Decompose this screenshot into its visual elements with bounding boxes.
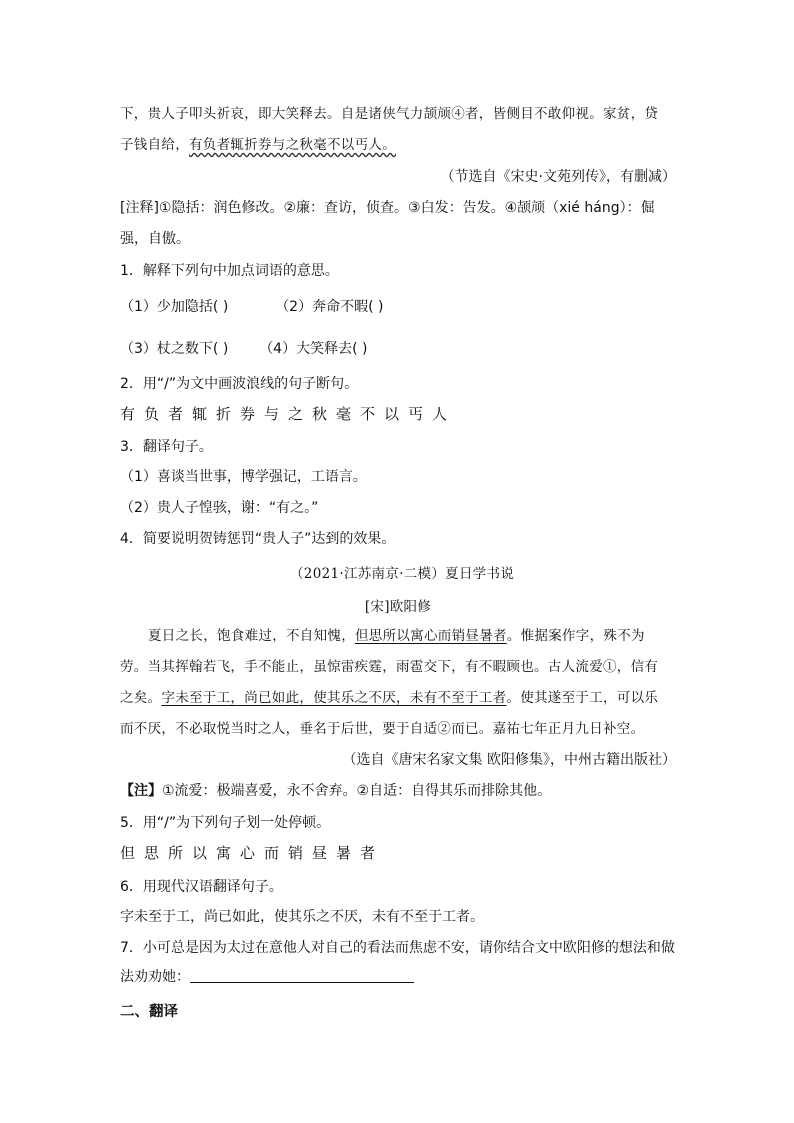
question6-sentence: 字未至于工，尚已如此，使其乐之不厌，未有不至于工者。 xyxy=(120,909,484,925)
question1-row1 xyxy=(120,296,676,316)
passage1-source: （节选自《宋史·文苑列传》，有删减） xyxy=(440,169,676,185)
question7-line2 xyxy=(120,966,676,986)
question1-item4: （4）大笑释去( ) xyxy=(259,341,368,357)
question1-row2 xyxy=(120,338,676,358)
passage2-line4: 而不厌，不必取悦当时之人，垂名于后世，要于自适②而已。嘉祐七年正月九日补空。 xyxy=(120,721,645,737)
question7-line1: 7．小可总是因为太过在意他人对自己的看法而焦虑不安，请你结合文中欧阳修的想法和做 xyxy=(120,940,675,956)
question1-item3: （3）杖之数下( ) xyxy=(120,341,229,357)
question2-stem: 2．用“/”为文中画波浪线的句子断句。 xyxy=(120,376,359,392)
underlined-sentence-1: 但思所以寓心而销昼暑者 xyxy=(355,628,507,644)
question2-sentence: 有负者辄折券与之秋毫不以丐人 xyxy=(120,405,457,423)
question5-sentence: 但思所以寓心而销昼暑者 xyxy=(120,844,385,862)
passage1-line2 xyxy=(120,133,676,153)
question1-item1: （1）少加隐括( ) xyxy=(120,299,229,315)
question6-stem: 6．用现代汉语翻译句子。 xyxy=(120,879,283,895)
question7-prompt: 法劝劝她： xyxy=(120,969,190,985)
question3-item2: （2）贵人子惶骇，谢：“有之。” xyxy=(120,500,319,516)
note-text: ①流爱：极端喜爱，永不舍弃。②自适：自得其乐而排除其他。 xyxy=(162,783,552,799)
passage2-note xyxy=(120,780,676,800)
passage2-line1 xyxy=(148,624,676,644)
answer-blank[interactable] xyxy=(190,981,414,983)
question1-item2: （2）奔命不暇( ) xyxy=(275,299,384,315)
passage2-line1-start: 夏日之长，饱食难过，不自知愧， xyxy=(148,628,355,644)
passage1-note-line2: 强，自傲。 xyxy=(120,231,190,247)
question4-stem: 4．简要说明贺铸惩罚“贵人子”达到的效果。 xyxy=(120,531,396,547)
note-label: 【注】 xyxy=(120,783,162,799)
passage2-header: （2021·江苏南京·二模）夏日学书说 xyxy=(290,566,515,582)
question3-item1: （1）喜谈当世事，博学强记，工语言。 xyxy=(120,469,367,485)
question1-stem: 1．解释下列句中加点词语的意思。 xyxy=(120,263,339,279)
passage2-line3 xyxy=(120,686,676,706)
passage2-line1-end: 。惟据案作字，殊不为 xyxy=(506,628,645,644)
passage2-source: （选自《唐宋名家文集 欧阳修集》，中州古籍出版社） xyxy=(342,752,676,768)
passage1-line1: 下，贵人子叩头祈哀，即大笑释去。自是诸侠气力颉颃④者，皆侧目不敢仰视。家贫，贷 xyxy=(120,106,659,122)
wavy-underlined-sentence: 有负者辄折券与之秋毫不以丐人。 xyxy=(189,137,396,153)
passage1-note-line1: [注释]①隐括：润色修改。②廉：查访，侦查。③白发：告发。④颉颃（xié háng）：倔 xyxy=(120,200,655,216)
passage2-author: [宋]欧阳修 xyxy=(364,599,432,615)
question3-stem: 3．翻译句子。 xyxy=(120,439,213,455)
passage2-line3-start: 之矣。 xyxy=(120,690,162,706)
question5-stem: 5．用“/”为下列句子划一处停顿。 xyxy=(120,815,331,831)
underlined-sentence-2: 字未至于工，尚已如此，使其乐之不厌，未有不至于工者 xyxy=(161,690,507,706)
passage1-line2-start: 子钱自给， xyxy=(120,137,189,153)
section-title: 二、翻译 xyxy=(120,1004,178,1020)
passage2-line2: 劳。当其挥翰若飞，手不能止，虽惊雷疾霆，雨雹交下，有不暇顾也。古人流爱①，信有 xyxy=(120,659,659,675)
passage2-line3-end: 。使其遂至于工，可以乐 xyxy=(506,690,659,706)
